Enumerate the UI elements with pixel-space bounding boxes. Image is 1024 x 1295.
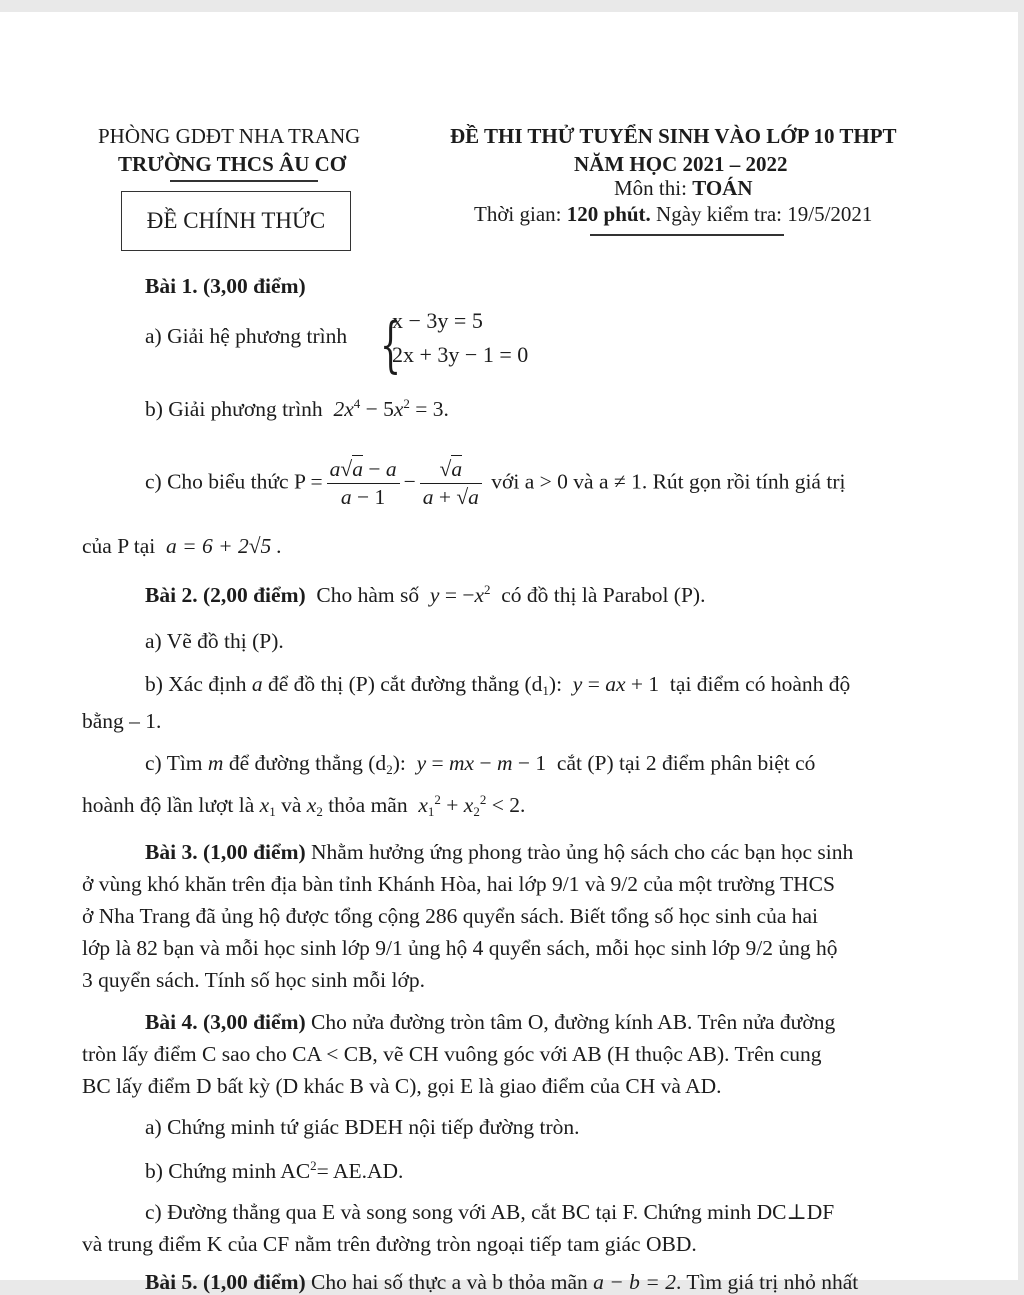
bai2-a: a) Vẽ đồ thị (P). xyxy=(145,629,284,653)
exam-page xyxy=(0,12,1018,1294)
bai2-b-start: b) Xác định xyxy=(145,672,247,696)
bai2-intro: Bài 2. (2,00 điểm) Cho hàm số $y = -x^2$ có đồ thị là Parabol (P). xyxy=(145,582,706,607)
bai5-end: . Tìm giá trị nhỏ nhất xyxy=(675,1270,859,1294)
bai4-line3: BC lấy điểm D bất kỳ (D khác B và C), gọi E là giao điểm của CH và AD. xyxy=(82,1074,722,1098)
bai2-b-mid: để đồ thị (P) cắt đường thẳng (d xyxy=(268,672,543,696)
bai4-b-end: = AE.AD. xyxy=(316,1159,404,1183)
bai4-c-line1: c) Đường thẳng qua E và song song với AB, cắt BC tại F. Chứng minh DC⊥DF xyxy=(145,1200,835,1224)
bai2-intro-end: có đồ thị là Parabol (P). xyxy=(501,583,706,607)
bai1-a-text: a) Giải hệ phương trình xyxy=(145,324,348,348)
bai1-c-cont-text: của P tại xyxy=(82,534,156,558)
exam-title: ĐỀ THI THỬ TUYỂN SINH VÀO LỚP 10 THPT xyxy=(450,124,897,148)
bai2-c-cont: hoành độ lần lượt là $x_1$ và $x_2$ thỏa mãn $x_1^2 + x_2^2 < 2$. xyxy=(82,792,526,819)
bai2-c-cont2: và xyxy=(281,793,302,817)
bai2-c: c) Tìm m để đường thẳng $(d_2)$: y = mx − m − 1 cắt (P) tại 2 điểm phân biệt có xyxy=(145,751,816,777)
subject-line xyxy=(614,176,752,201)
bai2-title: Bài 2. (2,00 điểm) xyxy=(145,583,306,607)
school-name: TRƯỜNG THCS ÂU CƠ xyxy=(118,152,347,176)
system-brace: { xyxy=(380,310,402,380)
bai3-line4: lớp là 82 bạn và mỗi học sinh lớp 9/1 ủng hộ 4 quyển sách, mỗi học sinh lớp 9/2 ủng hộ xyxy=(82,936,838,960)
bai4-b-text: b) Chứng minh AC xyxy=(145,1159,311,1183)
bai2-c-cont-text: hoành độ lần lượt là xyxy=(82,793,255,817)
subject-label: Môn thi: xyxy=(614,176,693,200)
bai1-b: b) Giải phương trình $2x^4 - 5x^2 = 3$. xyxy=(145,396,449,421)
bai1-title: Bài 1. (3,00 điểm) xyxy=(145,274,306,298)
bai1-c-value: a = 6 + 2√5 . xyxy=(165,534,283,558)
bai4-line1-text: Cho nửa đường tròn tâm O, đường kính AB. Trên nửa đường xyxy=(311,1010,836,1034)
bai2-c-start: c) Tìm xyxy=(145,751,203,775)
bai4-c-line2: và trung điểm K của CF nằm trên đường tròn ngoại tiếp tam giác OBD. xyxy=(82,1232,697,1256)
school-year: NĂM HỌC 2021 – 2022 xyxy=(574,152,788,176)
bai2-b: b) Xác định a để đồ thị (P) cắt đường thẳng $(d_1)$: y = ax + 1 tại điểm có hoành độ xyxy=(145,672,851,698)
bai2-intro-text: Cho hàm số xyxy=(316,583,420,607)
bai4-line1 xyxy=(145,1010,835,1035)
bai2-b-cont: bằng – 1. xyxy=(82,709,162,733)
bai5-condition: a − b = 2 xyxy=(593,1270,676,1294)
bai2-c-end: cắt (P) tại 2 điểm phân biệt có xyxy=(556,751,816,775)
bai5-line xyxy=(145,1270,858,1295)
bai1-c-text: c) Cho biểu thức P = xyxy=(145,469,323,494)
fraction-1: $\frac{a√a - a}{a - 1}$ xyxy=(327,457,400,510)
bai2-b-mid2: ): xyxy=(548,672,563,696)
bai3-line1 xyxy=(145,840,853,865)
bai4-line2: tròn lấy điểm C sao cho CA < CB, vẽ CH vuông góc với AB (H thuộc AB). Trên cung xyxy=(82,1042,822,1066)
system-eq2: 2x + 3y − 1 = 0 xyxy=(392,342,529,367)
time-line xyxy=(474,202,872,227)
bai5-text: Cho hai số thực a và b thỏa mãn xyxy=(311,1270,588,1294)
bai4-a: a) Chứng minh tứ giác BDEH nội tiếp đường tròn. xyxy=(145,1115,580,1139)
bai3-line1-text: Nhằm hưởng ứng phong trào ủng hộ sách cho các bạn học sinh xyxy=(311,840,854,864)
department-name: PHÒNG GDĐT NHA TRANG xyxy=(98,124,361,148)
bai1-c-condition: với a > 0 và a ≠ 1. Rút gọn rồi tính giá trị xyxy=(491,469,846,494)
header-underline xyxy=(590,234,784,236)
bai1-c: c) Cho biểu thức P = $\frac{a√a - a}{a - 1}$ − $\frac{√a}{a + √a}$ với a > 0 và a ≠ 1. Rút gọn rồi tính giá trị xyxy=(145,457,846,509)
official-box: ĐỀ CHÍNH THỨC xyxy=(121,191,351,251)
bai2-b-end: tại điểm có hoành độ xyxy=(669,672,851,696)
subject: TOÁN xyxy=(692,176,753,200)
bai1-c-cont xyxy=(82,534,282,559)
system-eq1: x − 3y = 5 xyxy=(392,308,483,333)
bai3-line3: ở Nha Trang đã ủng hộ được tổng cộng 286 quyển sách. Biết tổng số học sinh của hai xyxy=(82,904,819,928)
fraction-2: $\frac{√a}{a + √a}$ xyxy=(420,457,482,510)
bai3-title: Bài 3. (1,00 điểm) xyxy=(145,840,306,864)
bai4-b: b) Chứng minh $AC^2= AE.AD$. xyxy=(145,1158,404,1183)
bai3-line2: ở vùng khó khăn trên địa bàn tỉnh Khánh Hòa, hai lớp 9/1 và 9/2 của một trường THCS xyxy=(82,872,835,896)
bai4-title: Bài 4. (3,00 điểm) xyxy=(145,1010,306,1034)
time-value: 120 phút. xyxy=(566,202,651,226)
bai2-c-mid2: ): xyxy=(392,751,406,775)
bai5-title: Bài 5. (1,00 điểm) xyxy=(145,1270,306,1294)
bai3-line5: 3 quyển sách. Tính số học sinh mỗi lớp. xyxy=(82,968,426,992)
school-underline xyxy=(170,180,318,182)
bai1-b-text: b) Giải phương trình xyxy=(145,397,323,421)
bai2-c-cont3: thỏa mãn xyxy=(328,793,408,817)
bai2-c-mid: để đường thẳng (d xyxy=(228,751,387,775)
time-label: Thời gian: xyxy=(474,202,567,226)
exam-date: Ngày kiểm tra: 19/5/2021 xyxy=(650,202,873,226)
